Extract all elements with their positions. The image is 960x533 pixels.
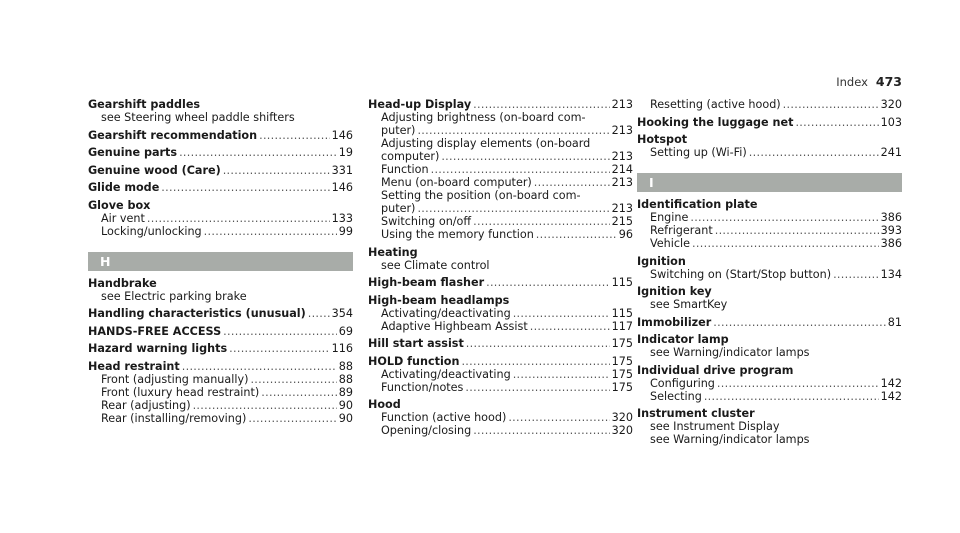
leader-dots: [248, 412, 336, 425]
index-entry: [637, 407, 902, 446]
subentry-line: [368, 202, 633, 215]
entry-term: Hill start assist: [368, 337, 464, 350]
subentry-text: Switching on (Start/Stop button): [650, 267, 832, 281]
index-entry: [637, 133, 902, 159]
page-ref[interactable]: 386: [880, 237, 902, 250]
page-ref[interactable]: 142: [880, 376, 902, 390]
leader-dots: [534, 176, 610, 189]
index-column-2: [368, 98, 633, 442]
entry-line: [88, 307, 353, 320]
entry-line: [368, 294, 633, 307]
page-ref[interactable]: 213: [611, 98, 633, 111]
entry-line: [637, 285, 902, 298]
subentry-line: [637, 390, 902, 403]
index-entry: [88, 199, 353, 238]
subentry-text[interactable]: see Climate control: [381, 258, 490, 272]
leader-dots: [179, 146, 337, 159]
subentry-line: [368, 228, 633, 241]
leader-dots: [229, 342, 330, 355]
leader-dots: [513, 307, 610, 320]
index-entry: [88, 181, 353, 194]
entry-line: [637, 407, 902, 420]
page-ref[interactable]: 81: [887, 315, 902, 329]
leader-dots: [308, 307, 330, 320]
entry-line: [368, 98, 633, 111]
leader-dots: [513, 368, 610, 381]
page-ref[interactable]: 88: [338, 359, 353, 373]
page-ref[interactable]: 215: [611, 215, 633, 228]
leader-dots: [182, 360, 337, 373]
index-entry: [368, 337, 633, 350]
entry-line: [637, 316, 902, 329]
subentry-text[interactable]: see Steering wheel paddle shifters: [101, 111, 295, 124]
subentry-line: [368, 176, 633, 189]
index-entry: [637, 333, 902, 359]
entry-term: Identification plate: [637, 198, 758, 211]
leader-dots: [461, 355, 609, 368]
index-entry: [637, 316, 902, 329]
subentry-line: [368, 189, 633, 202]
entry-line: [637, 133, 902, 146]
page-ref[interactable]: 115: [611, 306, 633, 320]
page-ref[interactable]: 103: [880, 115, 902, 129]
entry-term: Glove box: [88, 198, 151, 212]
leader-dots: [223, 164, 330, 177]
page-ref[interactable]: 90: [338, 411, 353, 425]
entry-term: Hotspot: [637, 133, 688, 146]
subentry-line: [368, 150, 633, 163]
entry-line: [88, 360, 353, 373]
entry-line: [637, 116, 902, 129]
page-ref[interactable]: 213: [611, 202, 633, 215]
index-entry: [368, 355, 633, 394]
entry-term: Head-up Display: [368, 98, 472, 111]
subentry-line: [637, 420, 902, 433]
subentry-text: Function: [381, 163, 429, 176]
index-column-1: [88, 98, 353, 429]
page-ref[interactable]: 89: [338, 385, 353, 399]
subentry-text: Locking/unlocking: [101, 224, 202, 238]
entry-line: [88, 98, 353, 111]
entry-line: [88, 199, 353, 212]
subentry-text: Activating/deactivating: [381, 367, 511, 381]
index-entry: [88, 164, 353, 177]
entry-line: [88, 164, 353, 177]
subentry-text: Menu (on-board computer): [381, 176, 532, 189]
entry-term: Handling characteristics (unusual): [88, 307, 306, 320]
subentry-line: [637, 237, 902, 250]
subentry-text: Vehicle: [650, 237, 691, 250]
index-entry: [88, 129, 353, 142]
page-ref[interactable]: 69: [338, 324, 353, 338]
index-entry: [368, 294, 633, 333]
leader-dots: [250, 373, 336, 386]
page-ref[interactable]: 90: [338, 398, 353, 412]
subentry-line: [368, 424, 633, 437]
page-ref[interactable]: 175: [611, 380, 633, 394]
subentry-line: [368, 381, 633, 394]
page-header: [836, 74, 902, 89]
subentry-line: [637, 98, 902, 111]
entry-term: Immobilizer: [637, 315, 712, 329]
entry-term: Hood: [368, 398, 401, 411]
entry-line: [368, 398, 633, 411]
leader-dots: [417, 124, 609, 137]
entry-term: Ignition: [637, 254, 686, 268]
leader-dots: [473, 424, 609, 437]
page-ref[interactable]: 175: [611, 337, 633, 350]
subentry-line: [88, 225, 353, 238]
subentry-line: [88, 399, 353, 412]
subentry-line: [637, 298, 902, 311]
subentry-text: Adaptive Highbeam Assist: [381, 319, 528, 333]
subentry-text: Selecting: [650, 389, 702, 403]
page-ref[interactable]: 331: [331, 163, 353, 177]
index-entry: [88, 146, 353, 159]
subentry-text: Configuring: [650, 376, 715, 390]
subentry-line: [637, 211, 902, 224]
subentry-text: puter): [381, 124, 416, 137]
subentry-line: [368, 259, 633, 272]
entry-line: [637, 198, 902, 211]
leader-dots: [473, 98, 610, 111]
leader-dots: [536, 228, 617, 241]
entry-line: [88, 181, 353, 194]
entry-line: [637, 255, 902, 268]
page-ref[interactable]: 146: [331, 128, 353, 142]
subentry-line: [88, 212, 353, 225]
leader-dots: [465, 381, 609, 394]
page-ref[interactable]: 320: [611, 424, 633, 437]
leader-dots: [204, 225, 337, 238]
entry-line: [368, 337, 633, 350]
entry-term: Hooking the luggage net: [637, 115, 794, 129]
page-ref[interactable]: 386: [880, 211, 902, 224]
index-entry: [368, 398, 633, 437]
entry-line: [88, 325, 353, 338]
page-ref[interactable]: 133: [331, 211, 353, 225]
entry-term: Genuine parts: [88, 146, 178, 159]
leader-dots: [749, 146, 879, 159]
leader-dots: [783, 98, 879, 111]
entry-line: [368, 276, 633, 289]
subentry-line: [637, 146, 902, 159]
leader-dots: [692, 237, 879, 250]
leader-dots: [833, 268, 879, 281]
entry-line: [88, 277, 353, 290]
subentry-text: Adjusting brightness (on-board com-: [381, 111, 586, 124]
leader-dots: [431, 163, 610, 176]
subentry-text: Activating/deactivating: [381, 306, 511, 320]
page-ref[interactable]: 393: [880, 224, 902, 237]
page-ref[interactable]: 213: [611, 176, 633, 189]
entry-line: [88, 129, 353, 142]
subentry-line: [637, 346, 902, 359]
index-entry: [88, 307, 353, 320]
page-ref[interactable]: 175: [611, 367, 633, 381]
section-title: Index: [836, 75, 868, 89]
entry-term: Handbrake: [88, 276, 157, 290]
page-ref[interactable]: 134: [880, 267, 902, 281]
index-entry: [637, 198, 902, 250]
subentry-text[interactable]: see Electric parking brake: [101, 289, 247, 303]
index-entry: [637, 98, 902, 111]
subentry-text: Air vent: [101, 211, 145, 225]
subentry-text: Resetting (active hood): [650, 98, 781, 111]
page-ref[interactable]: 117: [611, 319, 633, 333]
page-ref[interactable]: 142: [880, 389, 902, 403]
page-ref[interactable]: 146: [331, 181, 353, 194]
subentry-line: [637, 377, 902, 390]
entry-term: Head restraint: [88, 359, 180, 373]
subentry-line: [637, 224, 902, 237]
index-entry: [368, 246, 633, 272]
subentry-line: [368, 411, 633, 424]
page-ref[interactable]: 19: [338, 146, 353, 159]
leader-dots: [259, 129, 330, 142]
subentry-text[interactable]: see Instrument Display: [650, 420, 780, 433]
subentry-line: [368, 368, 633, 381]
subentry-text: Switching on/off: [381, 215, 472, 228]
page-ref[interactable]: 96: [618, 228, 633, 241]
page-ref[interactable]: 88: [338, 372, 353, 386]
subentry-text: Front (luxury head restraint): [101, 385, 260, 399]
subentry-text[interactable]: see Warning/indicator lamps: [650, 346, 810, 359]
subentry-text: Opening/closing: [381, 424, 472, 437]
subentry-line: [88, 373, 353, 386]
page-ref[interactable]: 116: [331, 342, 353, 355]
subentry-line: [368, 137, 633, 150]
entry-term: Genuine wood (Care): [88, 163, 221, 177]
entry-line: [637, 333, 902, 346]
index-entry: [637, 116, 902, 129]
leader-dots: [417, 202, 609, 215]
subentry-text: Setting up (Wi-Fi): [650, 146, 747, 159]
entry-line: [368, 246, 633, 259]
index-entry: [637, 255, 902, 281]
index-entry: [368, 276, 633, 289]
leader-dots: [261, 386, 337, 399]
subentry-line: [368, 307, 633, 320]
leader-dots: [715, 224, 879, 237]
subentry-text: Function/notes: [381, 380, 464, 394]
entry-term: High-beam headlamps: [368, 293, 510, 307]
leader-dots: [508, 411, 609, 424]
page-ref[interactable]: 354: [331, 307, 353, 320]
subentry-text: Adjusting display elements (on-board: [381, 137, 591, 150]
index-entry: [88, 325, 353, 338]
entry-line: [88, 146, 353, 159]
subentry-text: Rear (installing/removing): [101, 411, 247, 425]
subentry-line: [88, 386, 353, 399]
page-number: 473: [875, 74, 902, 89]
entry-term: Gearshift recommendation: [88, 128, 258, 142]
leader-dots: [441, 150, 609, 163]
subentry-text: Function (active hood): [381, 411, 507, 424]
leader-dots: [530, 320, 610, 333]
page-ref[interactable]: 320: [880, 98, 902, 111]
subentry-line: [368, 163, 633, 176]
subentry-text: Front (adjusting manually): [101, 372, 249, 386]
entry-term: Gearshift paddles: [88, 98, 201, 111]
subentry-text: computer): [381, 150, 440, 163]
subentry-text: puter): [381, 202, 416, 215]
leader-dots: [466, 337, 610, 350]
entry-term: Hazard warning lights: [88, 342, 228, 355]
page-ref[interactable]: 214: [611, 163, 633, 176]
entry-term: Heating: [368, 245, 418, 259]
leader-dots: [486, 276, 610, 289]
subentry-line: [637, 268, 902, 281]
entry-line: [637, 364, 902, 377]
page-ref[interactable]: 175: [611, 354, 633, 368]
subentry-text: Engine: [650, 211, 689, 224]
subentry-line: [368, 124, 633, 137]
subentry-line: [88, 111, 353, 124]
subentry-text[interactable]: see SmartKey: [650, 298, 728, 311]
leader-dots: [795, 116, 878, 129]
subentry-text: Refrigerant: [650, 224, 713, 237]
index-entry: [637, 285, 902, 311]
index-entry: [637, 364, 902, 403]
leader-dots: [713, 316, 885, 329]
leader-dots: [147, 212, 330, 225]
subentry-text: Using the memory function: [381, 228, 534, 241]
leader-dots: [717, 377, 879, 390]
page-ref[interactable]: 320: [611, 411, 633, 424]
subentry-line: [368, 111, 633, 124]
leader-dots: [704, 390, 879, 403]
index-column-3: [637, 98, 902, 451]
entry-term: Individual drive program: [637, 363, 794, 377]
subentry-text: Setting the position (on-board com-: [381, 189, 581, 202]
leader-dots: [193, 399, 337, 412]
entry-line: [368, 355, 633, 368]
subentry-line: [637, 433, 902, 446]
leader-dots: [690, 211, 878, 224]
page-ref[interactable]: 241: [880, 146, 902, 159]
entry-line: [88, 342, 353, 355]
subentry-text[interactable]: see Warning/indicator lamps: [650, 433, 810, 446]
page-ref[interactable]: 115: [611, 276, 633, 289]
entry-term: HOLD function: [368, 354, 460, 368]
entry-term: Instrument cluster: [637, 407, 755, 420]
entry-term: High-beam flasher: [368, 276, 485, 289]
page-ref[interactable]: 213: [611, 150, 633, 163]
leader-dots: [161, 181, 329, 194]
subentry-text: Rear (adjusting): [101, 398, 191, 412]
index-entry: [88, 342, 353, 355]
entry-term: HANDS-FREE ACCESS: [88, 324, 222, 338]
page-ref[interactable]: 99: [338, 224, 353, 238]
subentry-line: [88, 412, 353, 425]
leader-dots: [223, 325, 337, 338]
subentry-line: [368, 320, 633, 333]
entry-term: Ignition key: [637, 285, 712, 298]
letter-heading: H: [88, 252, 353, 271]
index-entry: [88, 277, 353, 303]
page-ref[interactable]: 213: [611, 124, 633, 137]
subentry-line: [88, 290, 353, 303]
subentry-line: [368, 215, 633, 228]
index-entry: [88, 98, 353, 124]
leader-dots: [473, 215, 610, 228]
index-entry: [368, 98, 633, 241]
index-entry: [88, 360, 353, 425]
entry-term: Glide mode: [88, 181, 160, 194]
entry-term: Indicator lamp: [637, 333, 729, 346]
letter-heading: I: [637, 173, 902, 192]
